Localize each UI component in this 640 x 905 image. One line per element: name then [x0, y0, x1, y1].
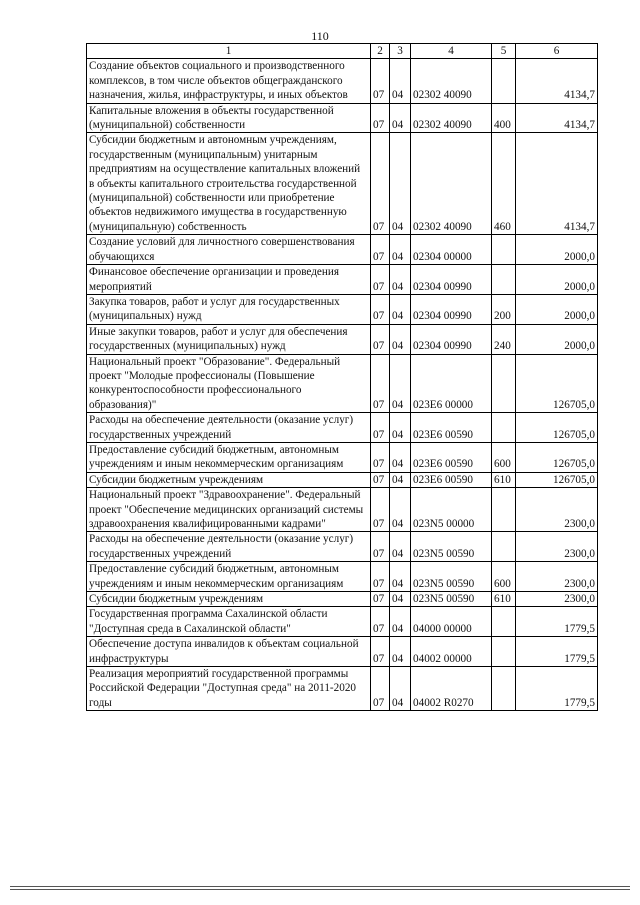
row-section-code: 07 — [371, 472, 390, 487]
row-section-code: 07 — [371, 667, 390, 711]
row-subsection-code: 04 — [390, 59, 411, 103]
row-amount: 4134,7 — [516, 103, 598, 133]
row-description: Предоставление субсидий бюджетным, автономным учреждениям и иным некоммерческим организациям — [87, 442, 371, 472]
row-target-article: 02304 00000 — [411, 235, 492, 265]
row-expense-type: 600 — [492, 562, 516, 592]
table-row — [87, 667, 598, 711]
row-target-article: 02302 40090 — [411, 103, 492, 133]
row-section-code: 07 — [371, 103, 390, 133]
row-section-code: 07 — [371, 354, 390, 413]
row-subsection-code: 04 — [390, 133, 411, 235]
row-target-article: 02302 40090 — [411, 59, 492, 103]
page-bottom-rule — [10, 886, 630, 887]
row-subsection-code: 04 — [390, 532, 411, 562]
table-row — [87, 637, 598, 667]
table-row — [87, 133, 598, 235]
row-amount: 126705,0 — [516, 472, 598, 487]
row-target-article: 04002 R0270 — [411, 667, 492, 711]
table-header-row — [87, 44, 598, 59]
row-target-article: 023E6 00590 — [411, 472, 492, 487]
row-description: Капитальные вложения в объекты государственной (муниципальной) собственности — [87, 103, 371, 133]
row-section-code: 07 — [371, 324, 390, 354]
row-target-article: 023N5 00590 — [411, 532, 492, 562]
row-target-article: 023N5 00590 — [411, 592, 492, 607]
row-expense-type: 200 — [492, 294, 516, 324]
table-row — [87, 607, 598, 637]
table-row — [87, 103, 598, 133]
row-amount: 1779,5 — [516, 667, 598, 711]
row-description: Государственная программа Сахалинской области "Доступная среда в Сахалинской области" — [87, 607, 371, 637]
row-section-code: 07 — [371, 637, 390, 667]
row-subsection-code: 04 — [390, 235, 411, 265]
row-section-code: 07 — [371, 235, 390, 265]
row-section-code: 07 — [371, 59, 390, 103]
row-target-article: 023E6 00590 — [411, 442, 492, 472]
row-description: Создание условий для личностного совершенствования обучающихся — [87, 235, 371, 265]
column-header: 6 — [516, 44, 598, 59]
row-subsection-code: 04 — [390, 472, 411, 487]
row-amount: 4134,7 — [516, 133, 598, 235]
row-description: Предоставление субсидий бюджетным, автономным учреждениям и иным некоммерческим организациям — [87, 562, 371, 592]
row-amount: 126705,0 — [516, 413, 598, 443]
row-expense-type — [492, 488, 516, 532]
row-description: Субсидии бюджетным учреждениям — [87, 592, 371, 607]
row-subsection-code: 04 — [390, 607, 411, 637]
table-row — [87, 413, 598, 443]
row-amount: 4134,7 — [516, 59, 598, 103]
row-expense-type — [492, 637, 516, 667]
table-row — [87, 265, 598, 295]
row-subsection-code: 04 — [390, 667, 411, 711]
column-header: 1 — [87, 44, 371, 59]
row-description: Финансовое обеспечение организации и проведения мероприятий — [87, 265, 371, 295]
column-header: 4 — [411, 44, 492, 59]
table-row — [87, 324, 598, 354]
row-section-code: 07 — [371, 294, 390, 324]
row-expense-type — [492, 59, 516, 103]
budget-table — [86, 43, 598, 711]
row-description: Расходы на обеспечение деятельности (оказание услуг) государственных учреждений — [87, 413, 371, 443]
row-expense-type — [492, 607, 516, 637]
row-expense-type — [492, 413, 516, 443]
table-row — [87, 592, 598, 607]
row-expense-type: 610 — [492, 592, 516, 607]
row-amount: 2000,0 — [516, 235, 598, 265]
column-header: 3 — [390, 44, 411, 59]
row-expense-type: 600 — [492, 442, 516, 472]
row-description: Обеспечение доступа инвалидов к объектам социальной инфраструктуры — [87, 637, 371, 667]
page-bottom-rule — [10, 889, 630, 890]
table-row — [87, 294, 598, 324]
row-amount: 2300,0 — [516, 488, 598, 532]
row-section-code: 07 — [371, 413, 390, 443]
row-expense-type — [492, 235, 516, 265]
row-subsection-code: 04 — [390, 354, 411, 413]
row-target-article: 02304 00990 — [411, 265, 492, 295]
row-amount: 2000,0 — [516, 324, 598, 354]
row-expense-type: 400 — [492, 103, 516, 133]
row-description: Субсидии бюджетным учреждениям — [87, 472, 371, 487]
row-subsection-code: 04 — [390, 562, 411, 592]
table-row — [87, 532, 598, 562]
row-target-article: 023N5 00590 — [411, 562, 492, 592]
row-section-code: 07 — [371, 133, 390, 235]
row-section-code: 07 — [371, 265, 390, 295]
row-expense-type: 460 — [492, 133, 516, 235]
row-subsection-code: 04 — [390, 637, 411, 667]
table-row — [87, 59, 598, 103]
row-target-article: 04000 00000 — [411, 607, 492, 637]
row-expense-type — [492, 667, 516, 711]
table-row — [87, 442, 598, 472]
row-subsection-code: 04 — [390, 488, 411, 532]
row-target-article: 023E6 00000 — [411, 354, 492, 413]
column-header: 2 — [371, 44, 390, 59]
row-description: Создание объектов социального и производственного комплексов, в том числе объектов общегражданского назначения, жилья, инфраструктуры, и иных объектов — [87, 59, 371, 103]
row-expense-type — [492, 265, 516, 295]
row-amount: 2300,0 — [516, 532, 598, 562]
row-expense-type — [492, 532, 516, 562]
row-section-code: 07 — [371, 562, 390, 592]
row-section-code: 07 — [371, 592, 390, 607]
row-amount: 126705,0 — [516, 354, 598, 413]
row-expense-type — [492, 354, 516, 413]
row-target-article: 023N5 00000 — [411, 488, 492, 532]
row-subsection-code: 04 — [390, 442, 411, 472]
row-section-code: 07 — [371, 532, 390, 562]
row-description: Реализация мероприятий государственной программы Российской Федерации "Доступная среда" на 2011-2020 годы — [87, 667, 371, 711]
row-description: Субсидии бюджетным и автономным учреждениям, государственным (муниципальным) унитарным предприятиям на осуществление капитальных вложений в объекты капитального строительства государственной (муниципальной) собственности или приобретение объектов недвижимого имущества в государственную (муниципальную) собственность — [87, 133, 371, 235]
row-description: Национальный проект "Здравоохранение". Федеральный проект "Обеспечение медицинских организаций системы здравоохранения квалифицированными кадрами" — [87, 488, 371, 532]
row-amount: 2000,0 — [516, 265, 598, 295]
row-subsection-code: 04 — [390, 324, 411, 354]
table-row — [87, 354, 598, 413]
table-row — [87, 488, 598, 532]
row-target-article: 04002 00000 — [411, 637, 492, 667]
page-number: 110 — [311, 29, 329, 43]
row-section-code: 07 — [371, 488, 390, 532]
row-amount: 2000,0 — [516, 294, 598, 324]
column-header: 5 — [492, 44, 516, 59]
row-target-article: 023E6 00590 — [411, 413, 492, 443]
row-description: Расходы на обеспечение деятельности (оказание услуг) государственных учреждений — [87, 532, 371, 562]
row-expense-type: 610 — [492, 472, 516, 487]
table-row — [87, 235, 598, 265]
row-subsection-code: 04 — [390, 103, 411, 133]
row-subsection-code: 04 — [390, 592, 411, 607]
row-amount: 1779,5 — [516, 637, 598, 667]
row-amount: 126705,0 — [516, 442, 598, 472]
row-target-article: 02304 00990 — [411, 324, 492, 354]
row-description: Национальный проект "Образование". Федеральный проект "Молодые профессионалы (Повышение конкурентоспособности профессионального образования)" — [87, 354, 371, 413]
row-amount: 1779,5 — [516, 607, 598, 637]
row-section-code: 07 — [371, 607, 390, 637]
row-target-article: 02304 00990 — [411, 294, 492, 324]
row-amount: 2300,0 — [516, 592, 598, 607]
row-description: Закупка товаров, работ и услуг для государственных (муниципальных) нужд — [87, 294, 371, 324]
row-subsection-code: 04 — [390, 294, 411, 324]
row-expense-type: 240 — [492, 324, 516, 354]
table-row — [87, 562, 598, 592]
row-description: Иные закупки товаров, работ и услуг для обеспечения государственных (муниципальных) нужд — [87, 324, 371, 354]
row-subsection-code: 04 — [390, 413, 411, 443]
row-section-code: 07 — [371, 442, 390, 472]
row-target-article: 02302 40090 — [411, 133, 492, 235]
row-amount: 2300,0 — [516, 562, 598, 592]
table-row — [87, 472, 598, 487]
row-subsection-code: 04 — [390, 265, 411, 295]
